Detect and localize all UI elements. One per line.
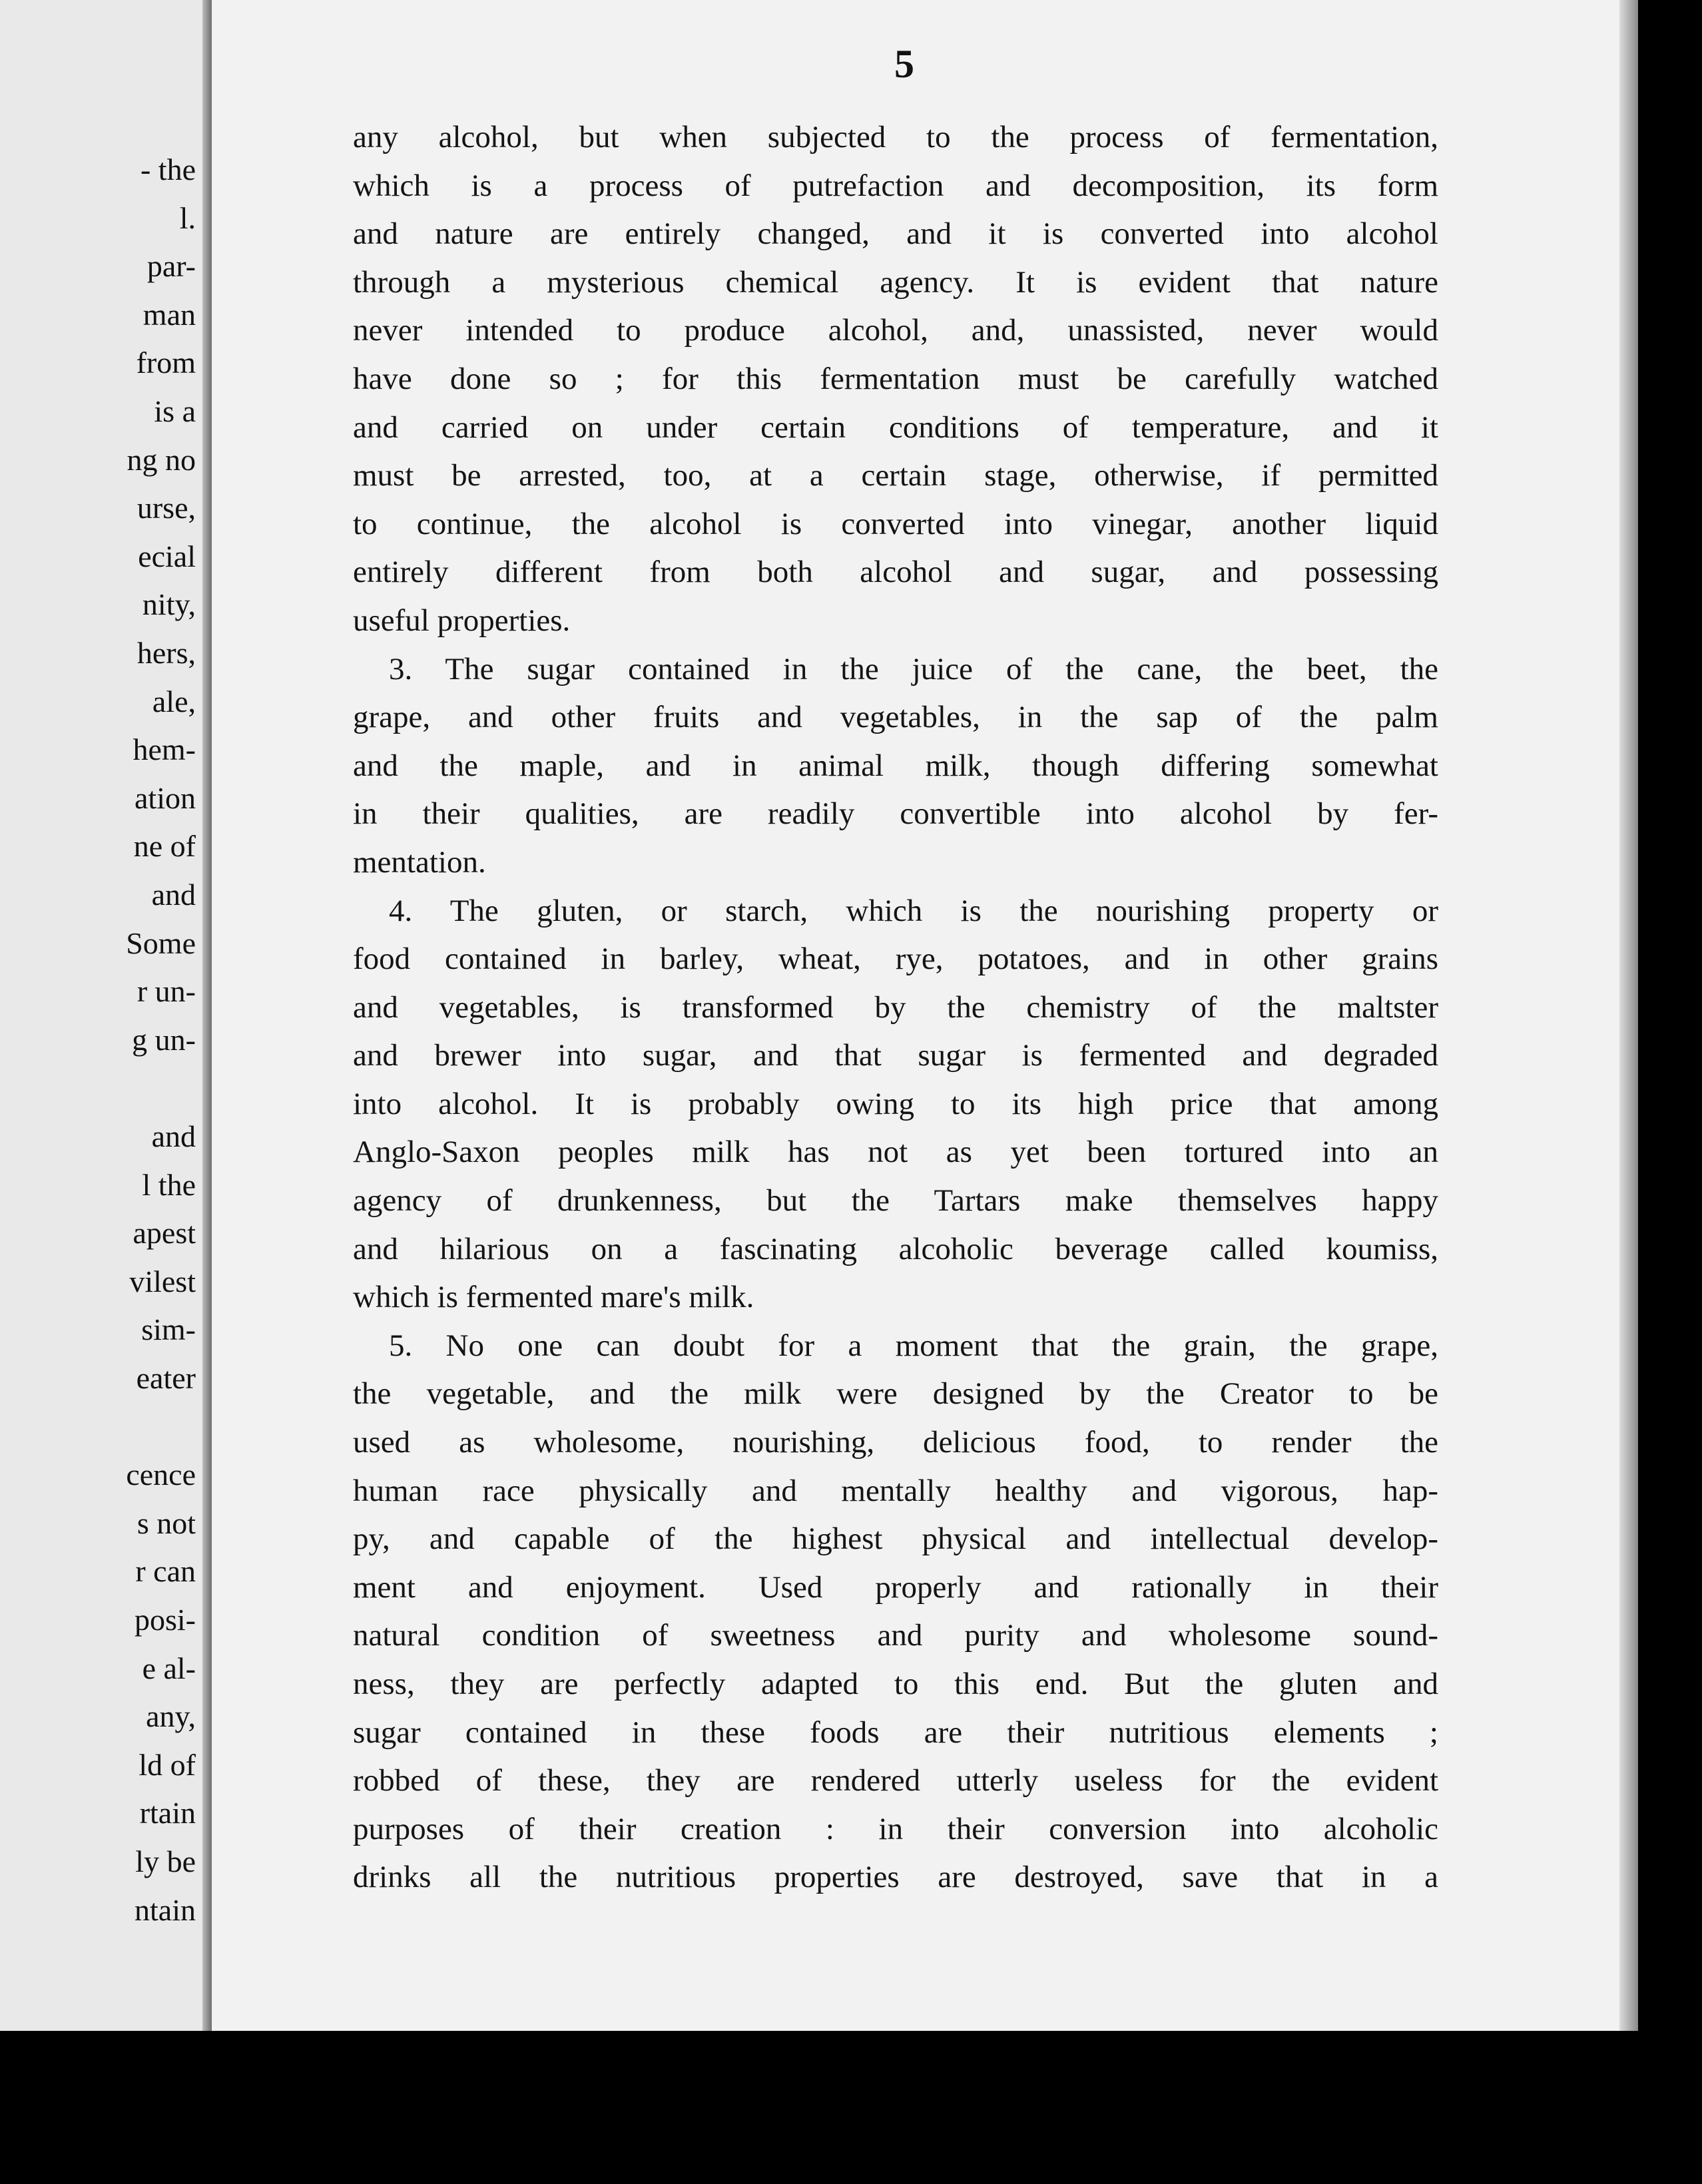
facing-page-line: apest bbox=[133, 1216, 196, 1250]
facing-page-line: hem- bbox=[133, 732, 196, 767]
page-number: 5 bbox=[894, 42, 914, 86]
facing-page-line: Some bbox=[126, 926, 196, 960]
facing-page-line: is a bbox=[154, 394, 196, 428]
text-line: and the maple, and in animal milk, though differing somewhat bbox=[353, 748, 1438, 783]
facing-page-line: r can bbox=[135, 1554, 196, 1589]
text-line: Anglo-Saxon peoples milk has not as yet been tortured into an bbox=[353, 1135, 1438, 1170]
facing-page-line: - the bbox=[140, 152, 196, 186]
text-line: 5. No one can doubt for a moment that the grain, the grape, bbox=[389, 1328, 1438, 1363]
text-line: and brewer into sugar, and that sugar is fermented and degraded bbox=[353, 1038, 1438, 1073]
text-line: and vegetables, is transformed by the chemistry of the maltster bbox=[353, 989, 1438, 1025]
text-line: sugar contained in these foods are their nutritious elements ; bbox=[353, 1715, 1438, 1750]
facing-page-line: ld of bbox=[139, 1747, 196, 1782]
page-gutter bbox=[202, 0, 212, 2064]
facing-page-line: l the bbox=[142, 1167, 196, 1202]
facing-page-line: sim- bbox=[141, 1312, 196, 1347]
text-line: through a mysterious chemical agency. It is evident that nature bbox=[353, 264, 1438, 300]
text-line: 3. The sugar contained in the juice of the cane, the beet, the bbox=[389, 651, 1438, 686]
book-page bbox=[212, 0, 1638, 2031]
page-body-text bbox=[353, 113, 1438, 1902]
facing-page-line: par- bbox=[146, 249, 196, 284]
facing-page-line: nity, bbox=[142, 587, 196, 622]
text-line: ness, they are perfectly adapted to this end. But the gluten and bbox=[353, 1667, 1438, 1701]
facing-page-line: ntain bbox=[135, 1892, 196, 1927]
text-line: purposes of their creation : in their conversion into alcoholic bbox=[353, 1811, 1438, 1846]
facing-page-line: vilest bbox=[129, 1264, 196, 1298]
text-line: robbed of these, they are rendered utterly useless for the evident bbox=[353, 1763, 1438, 1798]
facing-page-line: e al- bbox=[142, 1651, 196, 1685]
text-line: never intended to produce alcohol, and, unassisted, never would bbox=[353, 313, 1438, 348]
text-line: and carried on under certain conditions of temperature, and it bbox=[353, 410, 1438, 445]
text-line: in their qualities, are readily convertible into alcohol by fer- bbox=[353, 796, 1438, 832]
text-line: py, and capable of the highest physical and intellectual develop- bbox=[353, 1521, 1438, 1557]
text-line: agency of drunkenness, but the Tartars make themselves happy bbox=[353, 1183, 1438, 1219]
text-line: used as wholesome, nourishing, delicious food, to render the bbox=[353, 1425, 1438, 1460]
scan-background bbox=[0, 2031, 1702, 2184]
text-line: human race physically and mentally healthy and vigorous, hap- bbox=[353, 1473, 1438, 1508]
facing-page-line: ly be bbox=[135, 1844, 196, 1878]
text-line: must be arrested, too, at a certain stage, otherwise, if permitted bbox=[353, 458, 1438, 493]
facing-page-line: ecial bbox=[138, 539, 196, 573]
facing-page-line: man bbox=[142, 297, 196, 332]
facing-page-line: ne of bbox=[133, 829, 196, 864]
text-line: any alcohol, but when subjected to the process of fermentation, bbox=[353, 120, 1438, 154]
text-line: have done so ; for this fermentation must be carefully watched bbox=[353, 361, 1438, 396]
text-line: which is fermented mare's milk. bbox=[353, 1280, 754, 1315]
facing-page-line: any, bbox=[146, 1699, 196, 1734]
text-line: drinks all the nutritious properties are destroyed, save that in a bbox=[353, 1860, 1438, 1895]
text-line: and nature are entirely changed, and it is converted into alcohol bbox=[353, 216, 1438, 252]
facing-page-line: rtain bbox=[139, 1796, 196, 1830]
facing-page-line: l. bbox=[179, 200, 196, 235]
text-line: natural condition of sweetness and purity and wholesome sound- bbox=[353, 1618, 1438, 1653]
text-line: which is a process of putrefaction and decomposition, its form bbox=[353, 168, 1438, 203]
text-line: 4. The gluten, or starch, which is the nourishing property or bbox=[389, 893, 1438, 928]
facing-page-line: s not bbox=[137, 1505, 196, 1540]
facing-page-line: posi- bbox=[135, 1603, 196, 1637]
facing-page-line: from bbox=[136, 346, 196, 380]
facing-page-line: urse, bbox=[137, 491, 196, 525]
facing-page-line: ng no bbox=[127, 442, 196, 477]
text-line: and hilarious on a fascinating alcoholic beverage called koumiss, bbox=[353, 1231, 1438, 1266]
facing-page-fragment bbox=[0, 0, 212, 2064]
text-line: ment and enjoyment. Used properly and rationally in their bbox=[353, 1569, 1438, 1605]
text-line: to continue, the alcohol is converted into vinegar, another liquid bbox=[353, 506, 1438, 541]
text-line: grape, and other fruits and vegetables, in the sap of the palm bbox=[353, 700, 1438, 735]
text-line: mentation. bbox=[353, 844, 486, 880]
facing-page-line: and bbox=[151, 878, 196, 912]
facing-page-line: cence bbox=[126, 1458, 196, 1492]
page-edge bbox=[1619, 0, 1638, 2031]
text-line: useful properties. bbox=[353, 603, 571, 638]
text-line: the vegetable, and the milk were designed by the Creator to be bbox=[353, 1376, 1438, 1412]
facing-page-line: r un- bbox=[137, 974, 196, 1009]
facing-page-line: and bbox=[151, 1119, 196, 1153]
facing-page-line: g un- bbox=[132, 1022, 196, 1057]
facing-page-line: ale, bbox=[152, 684, 196, 718]
facing-page-line: ation bbox=[135, 780, 196, 815]
facing-page-line: eater bbox=[136, 1361, 196, 1395]
facing-page-line: hers, bbox=[137, 636, 196, 670]
text-line: entirely different from both alcohol and sugar, and possessing bbox=[353, 555, 1438, 590]
text-line: food contained in barley, wheat, rye, potatoes, and in other grains bbox=[353, 942, 1438, 977]
text-line: into alcohol. It is probably owing to its high price that among bbox=[353, 1086, 1438, 1121]
